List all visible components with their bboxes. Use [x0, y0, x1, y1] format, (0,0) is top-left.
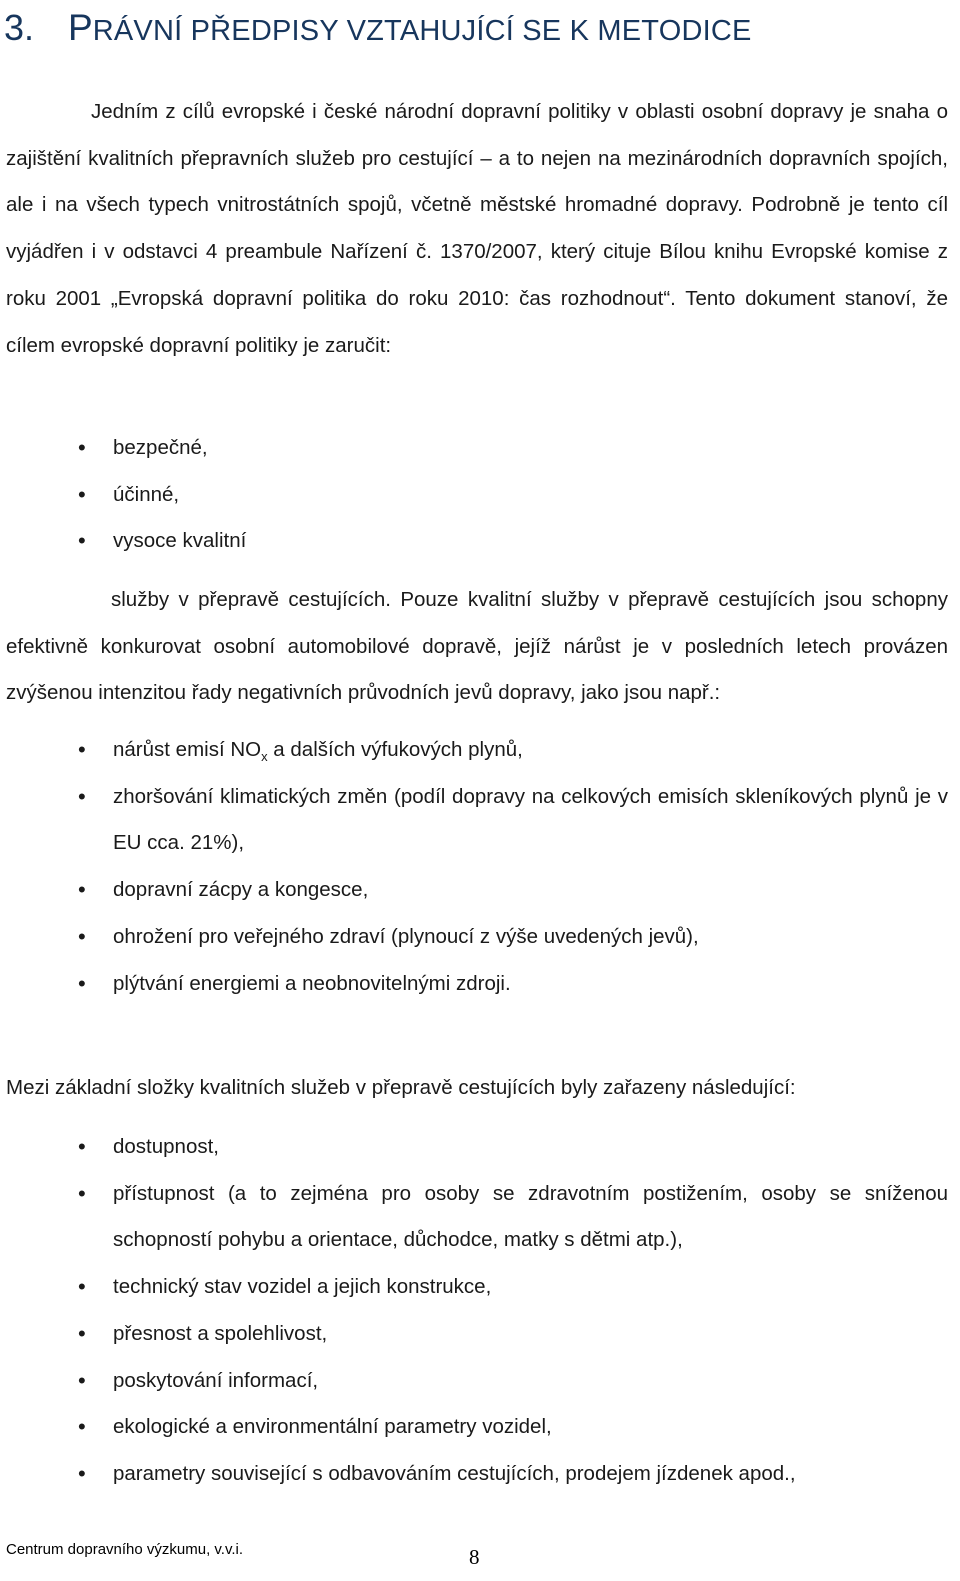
bullet-icon: • [78, 1134, 86, 1159]
bullet-icon: • [78, 435, 86, 460]
bullet-icon: • [78, 970, 86, 996]
effects-list [0, 727, 948, 1007]
list-item-text: vysoce kvalitní [113, 529, 247, 553]
list-item [0, 961, 948, 1008]
list-item [0, 1358, 948, 1405]
bullet-icon: • [78, 1274, 86, 1300]
bullet-icon: • [78, 1180, 86, 1206]
bullet-icon: • [78, 877, 86, 903]
section-title-rest: RÁVNÍ PŘEDPISY VZTAHUJÍCÍ SE K METODICE [92, 15, 752, 47]
list-item-text: bezpečné, [113, 436, 208, 459]
list-item-text: parametry související s odbavováním cestujících, prodejem jízdenek apod., [113, 1461, 796, 1485]
page-number: 8 [469, 1545, 480, 1569]
bullet-icon: • [78, 923, 86, 949]
list-item [0, 1264, 948, 1311]
list-item-text: plýtvání energiemi a neobnovitelnými zdroji. [113, 971, 511, 995]
bullet-icon: • [78, 737, 86, 762]
bullet-icon: • [78, 783, 86, 809]
list-item [0, 727, 948, 774]
list-item-text: dopravní zácpy a kongesce, [113, 878, 369, 902]
footer-organization: Centrum dopravního výzkumu, v.v.i. [6, 1541, 244, 1558]
list-item-text: dostupnost, [113, 1135, 219, 1158]
list-item [0, 1171, 948, 1264]
list-item-text: účinné, [113, 482, 180, 506]
list-item-text: zhoršování klimatických změn (podíl dopravy na celkových emisích skleníkových plynů je v EU cca. 21%), [113, 784, 948, 855]
list-item [0, 1404, 948, 1451]
list-item-text: přesnost a spolehlivost, [113, 1321, 328, 1345]
list-item [0, 1311, 948, 1358]
bullet-icon: • [78, 1320, 86, 1346]
emission-text: nárůst emisí NO [113, 738, 262, 761]
section-title [68, 7, 752, 48]
list-item [0, 1124, 948, 1171]
bullet-icon: • [78, 528, 86, 554]
list-item-text [113, 738, 523, 765]
bullet-icon: • [78, 1367, 86, 1393]
list-item [0, 774, 948, 867]
subscript-x: x [261, 749, 268, 765]
list-item [0, 518, 948, 565]
section-heading [4, 2, 752, 57]
list-item-text: ohrožení pro veřejného zdraví (plynoucí z výše uvedených jevů), [113, 924, 699, 948]
list-item [0, 425, 948, 472]
second-paragraph: služby v přepravě cestujících. Pouze kvalitní služby v přepravě cestujících jsou schopny efektivně konkurovat osobní automobilové dopravě, jejíž nárůst je v posledních letech provázen zvýšenou intenzitou řady negativních průvodních jevů dopravy, jako jsou např.: [6, 588, 948, 705]
bullet-icon: • [78, 481, 86, 507]
list-item [0, 472, 948, 519]
components-list [0, 1124, 948, 1498]
list-item-text: technický stav vozidel a jejich konstrukce, [113, 1275, 492, 1299]
bullet-icon: • [78, 1414, 86, 1440]
list-item-text: ekologické a environmentální parametry vozidel, [113, 1415, 552, 1439]
list-item [0, 914, 948, 961]
list-item [0, 867, 948, 914]
intro-paragraph: Jedním z cílů evropské i české národní dopravní politiky v oblasti osobní dopravy je snaha o zajištění kvalitních přepravních služeb pro cestující – a to nejen na mezinárodních dopravních spojích, ale i na všech typech vnitrostátních spojů, včetně městské hromadné dopravy. Podrobně je tento cíl vyjádřen i v odstavci 4 preambule Nařízení č. 1370/2007, který cituje Bílou knihu Evropské komise z roku 2001 „Evropská dopravní politika do roku 2010: čas rozhodnout“. Tento dokument stanoví, že cílem evropské dopravní politiky je zaručit: [6, 100, 948, 357]
list-item-text: přístupnost (a to zejména pro osoby se zdravotním postižením, osoby se sníženou schopností pohybu a orientace, důchodce, matky s dětmi atp.), [113, 1181, 948, 1252]
list-item [0, 1451, 948, 1498]
bullet-icon: • [78, 1460, 86, 1486]
third-paragraph: Mezi základní složky kvalitních služeb v přepravě cestujících byly zařazeny následující: [6, 1076, 796, 1099]
section-title-first-letter: P [68, 7, 93, 48]
goals-list [0, 425, 948, 565]
emission-text-rest: a dalších výfukových plynů, [267, 738, 523, 761]
section-number: 3. [4, 7, 35, 48]
list-item-text: poskytování informací, [113, 1368, 319, 1392]
